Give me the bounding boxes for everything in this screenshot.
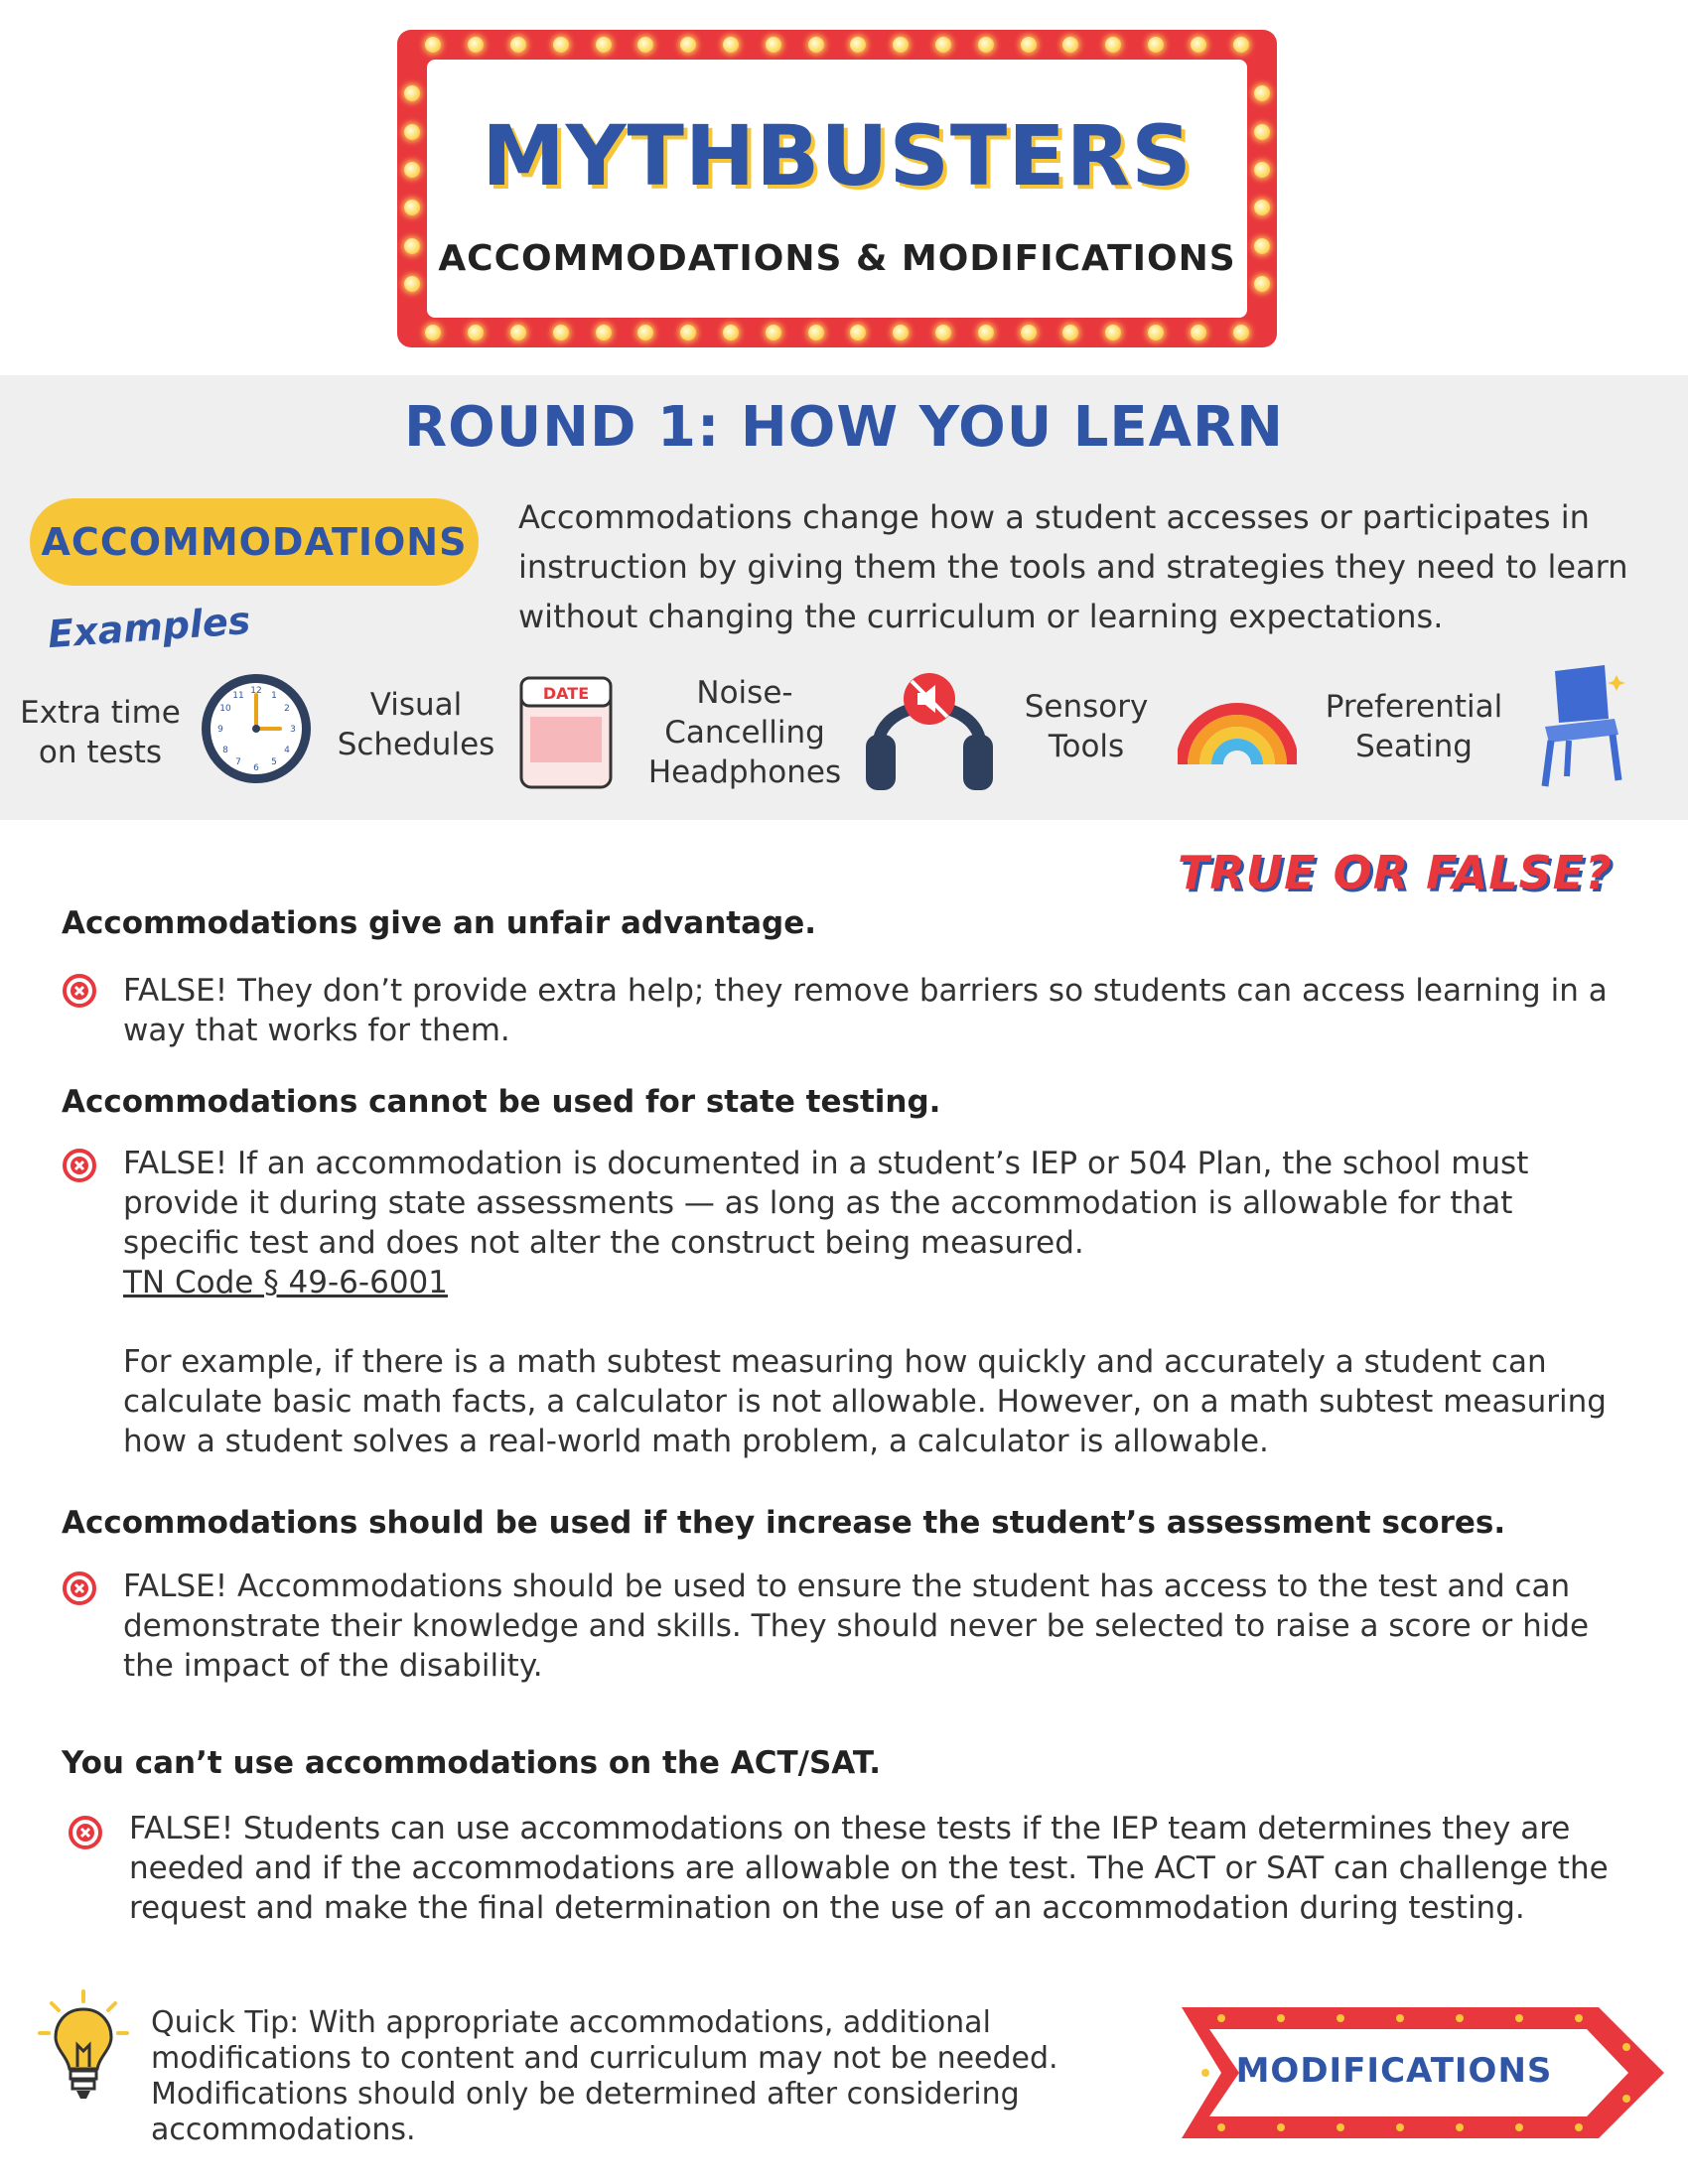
clock-icon xyxy=(197,669,316,788)
calendar-date-text: DATE xyxy=(542,684,590,703)
myth-statement: Accommodations cannot be used for state testing. xyxy=(62,1084,941,1120)
marquee-bulb xyxy=(1233,37,1249,53)
marquee-bulb xyxy=(680,37,696,53)
marquee-bulb xyxy=(680,325,696,341)
marquee-bulb xyxy=(553,325,569,341)
accommodations-description: Accommodations change how a student accesses or participates in instruction by giving them the tools and strategies they need to learn without changing the curriculum or learning expectations. xyxy=(518,498,1628,635)
svg-text:4: 4 xyxy=(284,746,290,755)
example-label-line: Noise- xyxy=(696,675,793,711)
svg-text:9: 9 xyxy=(217,725,223,735)
marquee-bulb xyxy=(766,325,781,341)
svg-text:6: 6 xyxy=(253,763,259,773)
examples-label: Examples xyxy=(46,598,252,657)
marquee-bulb xyxy=(935,325,951,341)
marquee-bulb xyxy=(404,276,420,292)
example-label-line: Preferential xyxy=(1325,689,1503,725)
myth-answer: FALSE! If an accommodation is documented in a student’s IEP or 504 Plan, the school must provide it during state assessments — as long as the accommodation is allowable for that specific test and does not alter the construct being measured. xyxy=(123,1146,1529,1261)
example-label-line: Visual xyxy=(369,687,463,723)
marquee-bulb xyxy=(1254,124,1270,140)
marquee-bulb xyxy=(404,238,420,254)
marquee-bulb xyxy=(596,325,612,341)
myth-answer: FALSE! Students can use accommodations on these tests if the IEP team determines they are needed and if the accommodations are allowable on the test. The ACT or SAT can challenge the request and make the final determination on the use of an accommodation during testing. xyxy=(129,1811,1609,1926)
svg-text:12: 12 xyxy=(250,686,262,696)
marquee-bulb xyxy=(893,37,909,53)
svg-text:1: 1 xyxy=(271,691,277,701)
marquee-bulb xyxy=(723,325,739,341)
accommodations-pill: ACCOMMODATIONS xyxy=(30,498,479,586)
marquee-bulb xyxy=(404,124,420,140)
myth-answer-block xyxy=(123,1144,1632,1461)
svg-text:11: 11 xyxy=(232,691,244,701)
marquee-bulb xyxy=(510,37,526,53)
marquee-bulb xyxy=(596,37,612,53)
example-label-line: Tools xyxy=(1048,729,1125,764)
marquee-bulb xyxy=(935,37,951,53)
marquee-bulb xyxy=(1148,37,1164,53)
x-circle-icon xyxy=(62,1148,97,1183)
marquee-bulb xyxy=(1254,276,1270,292)
example-preferential-seating xyxy=(1317,687,1511,766)
marquee-bulb xyxy=(1062,37,1078,53)
marquee-bulb xyxy=(1062,325,1078,341)
marquee-bulb xyxy=(1021,325,1037,341)
marquee-bulb xyxy=(1191,325,1206,341)
example-label-line: on tests xyxy=(38,735,163,770)
myth-statement: Accommodations should be used if they increase the student’s assessment scores. xyxy=(62,1505,1506,1541)
page-title: MYTHBUSTERS xyxy=(482,107,1193,205)
marquee-bulb xyxy=(978,325,994,341)
myth-statement: Accommodations give an unfair advantage. xyxy=(62,905,817,941)
marquee-bulb xyxy=(808,325,824,341)
example-label-line: Extra time xyxy=(20,695,181,731)
marquee-bulb xyxy=(1105,325,1121,341)
marquee-bulb xyxy=(404,200,420,215)
example-label-line: Headphones xyxy=(647,754,842,790)
marquee-bulb xyxy=(1105,37,1121,53)
calendar-icon xyxy=(518,675,614,790)
marquee-bulb xyxy=(1021,37,1037,53)
example-label-line: Cancelling xyxy=(664,715,825,751)
svg-text:3: 3 xyxy=(290,725,296,735)
modifications-button[interactable]: MODIFICATIONS xyxy=(1235,2051,1553,2091)
headphones-icon xyxy=(860,663,999,794)
marquee-bulb xyxy=(893,325,909,341)
x-circle-icon xyxy=(62,973,97,1009)
page-subtitle: ACCOMMODATIONS & MODIFICATIONS xyxy=(438,238,1236,279)
marquee-bulb xyxy=(1254,238,1270,254)
example-extra-time xyxy=(14,693,187,772)
true-or-false-heading: TRUE OR FALSE? xyxy=(1178,846,1613,899)
marquee-bulb xyxy=(637,37,653,53)
myth-answer: FALSE! They don’t provide extra help; they remove barriers so students can access learning in a way that works for them. xyxy=(123,973,1608,1048)
lightbulb-icon xyxy=(34,1987,133,2105)
marquee-bulb xyxy=(1233,325,1249,341)
marquee-bulb xyxy=(553,37,569,53)
svg-text:5: 5 xyxy=(271,757,277,767)
example-label-line: Schedules xyxy=(337,727,495,762)
example-label-line: Seating xyxy=(1355,729,1473,764)
marquee-bulb xyxy=(404,85,420,101)
quick-tip-text: Quick Tip: With appropriate accommodations, additional modifications to content and curriculum may not be needed. Modifications should only be determined after considering accommodations. xyxy=(151,2005,1058,2147)
svg-text:7: 7 xyxy=(235,757,241,767)
myth-answer: FALSE! Accommodations should be used to ensure the student has access to the test and can demonstrate their knowledge and skills. They should never be selected to raise a score or hide the impact of the disability. xyxy=(123,1569,1590,1684)
marquee-bulb xyxy=(425,37,441,53)
marquee-bulb xyxy=(425,325,441,341)
marquee-bulb xyxy=(1148,325,1164,341)
round-banner xyxy=(0,375,1688,820)
marquee-bulb xyxy=(468,37,484,53)
marquee-inner xyxy=(427,60,1247,318)
marquee-bulb xyxy=(978,37,994,53)
marquee-bulb xyxy=(766,37,781,53)
myth-statement: You can’t use accommodations on the ACT/SAT. xyxy=(62,1745,882,1781)
x-circle-icon xyxy=(68,1815,103,1850)
x-circle-icon xyxy=(62,1570,97,1606)
marquee-bulb xyxy=(404,162,420,178)
example-label-line: Sensory xyxy=(1024,689,1149,725)
marquee-bulb xyxy=(850,325,866,341)
myth-example: For example, if there is a math subtest measuring how quickly and accurately a student can calculate basic math facts, a calculator is not allowable. However, on a math subtest measuring how a student solves a real-world math problem, a calculator is allowable. xyxy=(123,1344,1607,1459)
marquee-bulb xyxy=(1191,37,1206,53)
chair-icon xyxy=(1535,661,1626,790)
svg-text:2: 2 xyxy=(284,704,290,714)
rainbow-fidget-icon xyxy=(1178,699,1297,768)
example-headphones xyxy=(645,673,844,792)
marquee-bulb xyxy=(1254,162,1270,178)
example-visual-schedules xyxy=(336,685,496,764)
marquee-frame xyxy=(397,30,1277,347)
marquee-bulb xyxy=(1254,85,1270,101)
marquee-bulb xyxy=(850,37,866,53)
example-sensory-tools xyxy=(1009,687,1164,766)
tn-code-link[interactable]: TN Code § 49-6-6001 xyxy=(123,1265,448,1300)
marquee-bulb xyxy=(1254,200,1270,215)
marquee-bulb xyxy=(637,325,653,341)
round-title: ROUND 1: HOW YOU LEARN xyxy=(403,395,1285,460)
svg-text:10: 10 xyxy=(219,704,231,714)
marquee-bulb xyxy=(723,37,739,53)
marquee-bulb xyxy=(510,325,526,341)
marquee-bulb xyxy=(468,325,484,341)
svg-text:8: 8 xyxy=(222,746,228,755)
marquee-bulb xyxy=(808,37,824,53)
